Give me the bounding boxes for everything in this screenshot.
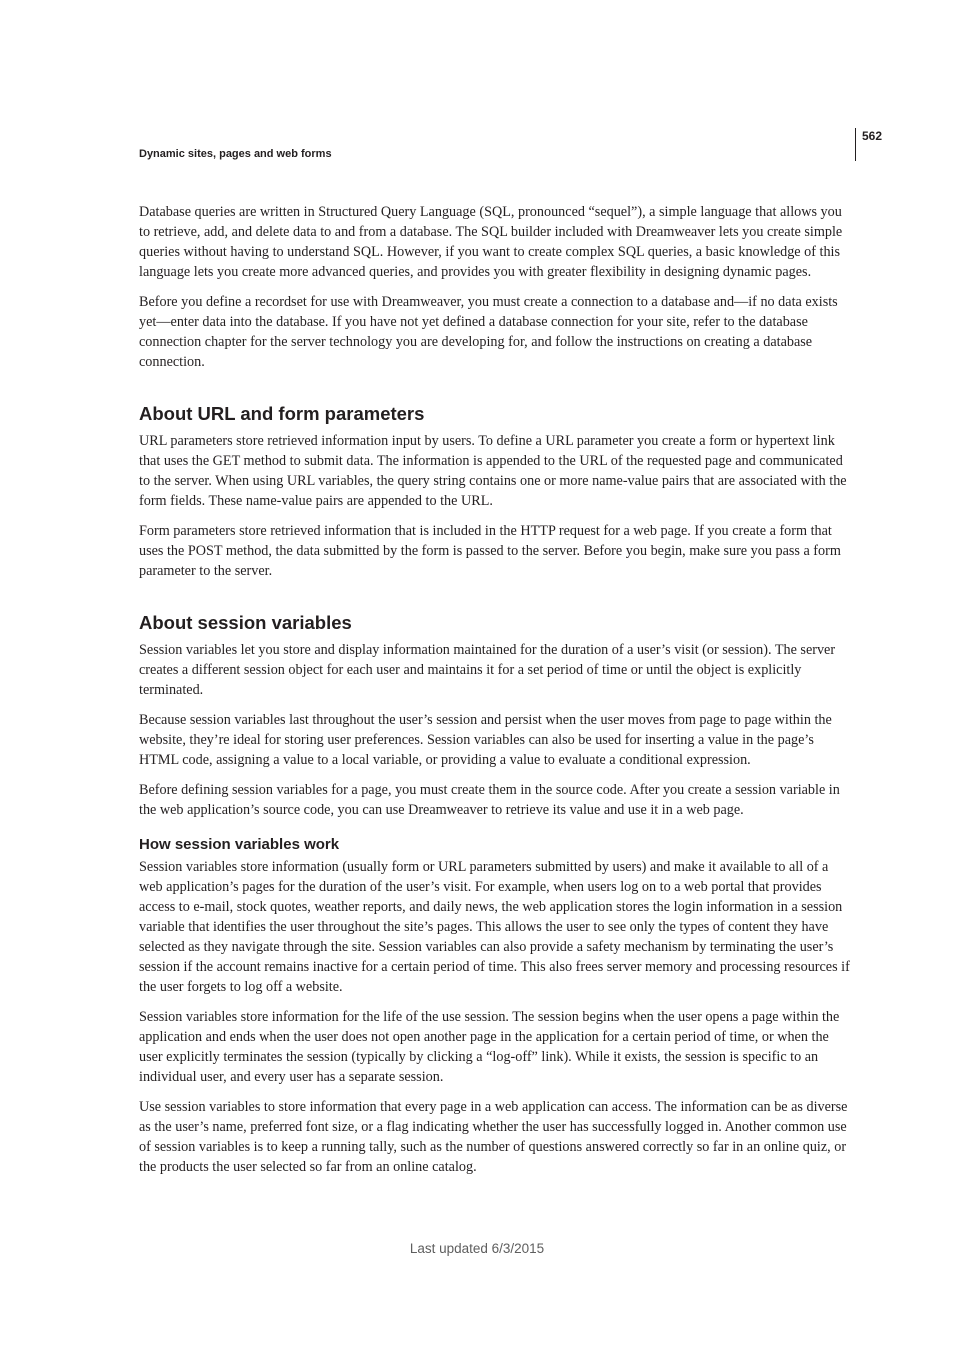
- how-session-paragraph-1: Session variables store information (usually form or URL parameters submitted by users) and make it available to all of a web application’s pages for the duration of the user’s visit. For example, when users log on to a web portal that provides access to e-mail, stock quotes, weather reports, and daily news, the web application stores the login information in a session variable that identifies the user throughout the site’s pages. This allows the user to see only the types of content they have selected as they navigate through the site. Session variables can also provide a safety mechanism by terminating the user’s session if the account remains inactive for a certain period of time. This also frees server memory and processing resources if the user forgets to log off a website.: [139, 859, 850, 995]
- url-params-paragraph-2: Form parameters store retrieved information that is included in the HTTP request for a web page. If you create a form that uses the POST method, the data submitted by the form is passed to the server. Before you begin, make sure you pass a form parameter to the server.: [139, 523, 841, 579]
- how-session-paragraph-3: Use session variables to store information that every page in a web application can access. The information can be as diverse as the user’s name, preferred font size, or a flag indicating whether the user has successfully logged in. Another common use of session variables is to keep a running tally, such as the number of questions answered correctly so far in an online quiz, or the products the user selected so far from an online catalog.: [139, 1099, 848, 1175]
- session-vars-paragraph-3: Before defining session variables for a page, you must create them in the source code. After you create a session variable in the web application’s source code, you can use Dreamweaver to retrieve its value and use it in a web page.: [139, 782, 840, 818]
- intro-paragraph-1: Database queries are written in Structured Query Language (SQL, pronounced “sequel”), a simple language that allows you to retrieve, add, and delete data to and from a database. The SQL builder included with Dreamweaver lets you create simple queries without having to understand SQL. However, if you want to create complex SQL queries, a basic knowledge of this language lets you create more advanced queries, and provides you with greater flexibility in designing dynamic pages.: [139, 204, 843, 280]
- intro-paragraph-2: Before you define a recordset for use with Dreamweaver, you must create a connection to a database and—if no data exists yet—enter data into the database. If you have not yet defined a database connection for your site, refer to the database connection chapter for the server technology you are developing for, and follow the instructions on creating a database connection.: [139, 294, 838, 370]
- how-session-paragraph-2: Session variables store information for the life of the use session. The session begins when the user opens a page within the application and ends when the user does not open another page in the application for a certain period of time, or when the user explicitly terminates the session (typically by clicking a “log-off” link). While it exists, the session is specific to an individual user, and every user has a separate session.: [139, 1009, 840, 1085]
- page-number: 562: [862, 129, 883, 143]
- header-divider: [855, 128, 856, 161]
- url-params-paragraph-1: URL parameters store retrieved information input by users. To define a URL parameter you create a form or hypertext link that uses the GET method to submit data. The information is appended to the URL of the requested page and communicated to the server. When using URL variables, the query string contains one or more name-value pairs that are associated with the form fields. These name-value pairs are appended to the URL.: [139, 433, 847, 509]
- heading-url-form-parameters: About URL and form parameters: [139, 403, 425, 424]
- footer-last-updated: Last updated 6/3/2015: [409, 1241, 545, 1256]
- running-head: Dynamic sites, pages and web forms: [139, 148, 332, 160]
- session-vars-paragraph-1: Session variables let you store and display information maintained for the duration of a user’s visit (or session). The server creates a different session object for each user and maintains it for a set period of time or until the object is explicitly terminated.: [139, 642, 836, 698]
- heading-how-session-variables-work: How session variables work: [139, 836, 340, 853]
- session-vars-paragraph-2: Because session variables last throughout the user’s session and persist when the user moves from page to page within the website, they’re ideal for storing user preferences. Session variables can also be used for inserting a value in the page’s HTML code, assigning a value to a local variable, or providing a value to evaluate a conditional expression.: [139, 712, 832, 768]
- heading-session-variables: About session variables: [139, 612, 352, 633]
- page-body: [139, 202, 851, 1187]
